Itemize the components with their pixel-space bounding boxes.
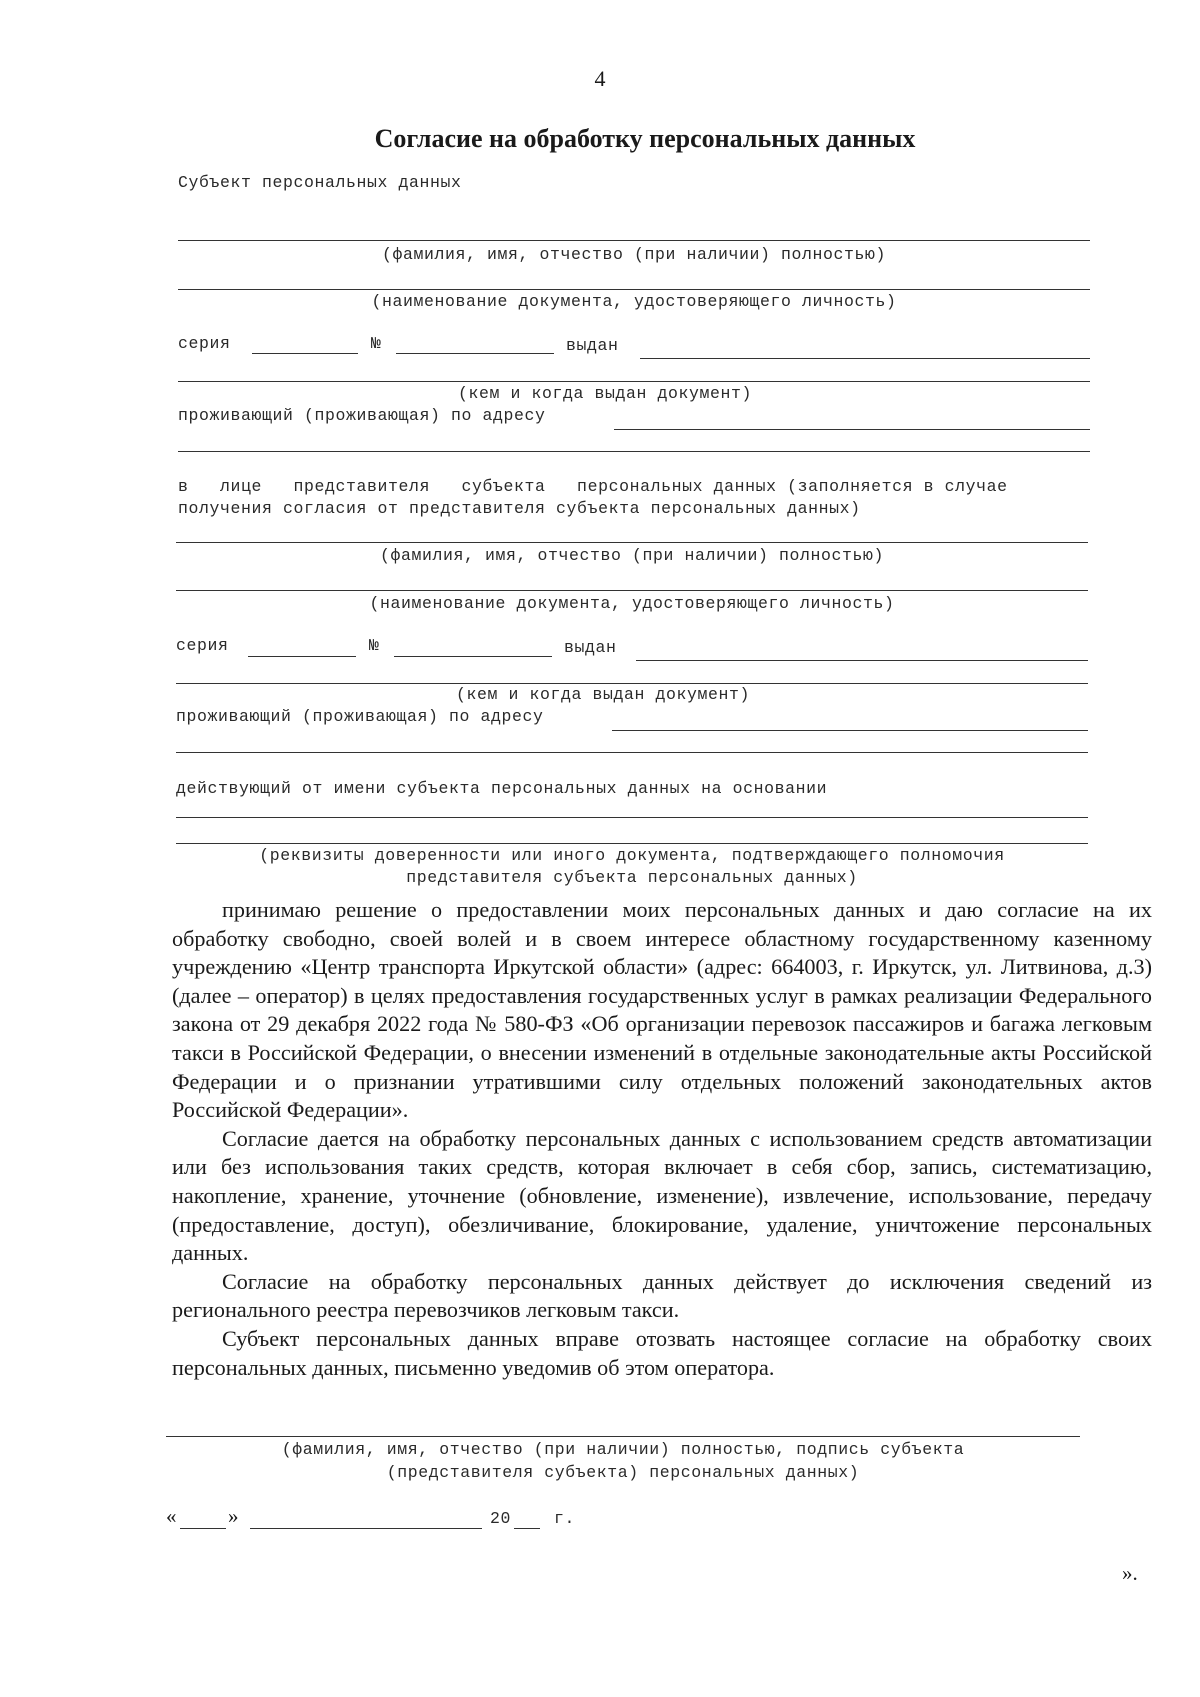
representative-document-field[interactable]	[176, 590, 1088, 591]
signature-caption-line1: (фамилия, имя, отчество (при наличии) полностью, подпись субъекта	[281, 1440, 965, 1459]
paragraph-decision: принимаю решение о предоставлении моих персональных данных и даю согласие на их обработку свободно, своей волей и в своем интересе областному государственному казенному учреждению «Центр транспорта Иркутской области» (адрес: 664003, г. Иркутск, ул. Литвинова, д.3) (далее – оператор) в целях предоставления государственных услуг в рамках реализации Федерального закона от 29 декабря 2022 года № 580-ФЗ «Об организации перевозок пассажиров и багажа легковым такси в Российской Федерации, о внесении изменений в отдельные законодательные акты Российской Федерации и о признании утратившими силу отдельных положений законодательных актов Российской Федерации».	[172, 897, 1152, 1123]
subject-address-field[interactable]	[614, 429, 1090, 430]
representative-number-label: №	[369, 636, 380, 655]
subject-series-field[interactable]	[252, 353, 358, 354]
date-day-field[interactable]	[180, 1528, 226, 1529]
acting-basis-label: действующий от имени субъекта персональных данных на основании	[176, 779, 828, 798]
representative-series-label: серия	[176, 636, 229, 655]
date-year-field[interactable]	[514, 1528, 540, 1529]
basis-field[interactable]	[176, 817, 1088, 818]
subject-fio-field[interactable]	[178, 240, 1090, 241]
basis-caption-line1: (реквизиты доверенности или иного документа, подтверждающего полномочия	[259, 846, 1005, 865]
basis-caption-line2: представителя субъекта персональных данных)	[406, 868, 858, 887]
basis-field-line2[interactable]	[176, 843, 1088, 844]
page-number: 4	[594, 66, 606, 91]
subject-address-field-line2[interactable]	[178, 451, 1090, 452]
representative-fio-caption: (фамилия, имя, отчество (при наличии) полностью)	[379, 546, 885, 565]
subject-document-caption: (наименование документа, удостоверяющего личность)	[371, 292, 897, 311]
representative-issued-field-line2[interactable]	[176, 683, 1088, 684]
subject-issued-field-line2[interactable]	[178, 381, 1090, 382]
subject-number-label: №	[371, 334, 382, 353]
representative-issued-field[interactable]	[636, 660, 1088, 661]
paragraph-processing: Согласие дается на обработку персональных данных с использованием средств автоматизации или без использования таких средств, которая включает в себя сбор, запись, систематизацию, накопление, хранение, уточнение (обновление, изменение), извлечение, использование, передачу (предоставление, доступ), обезличивание, блокирование, удаление, уничтожение персональных данных.	[172, 1125, 1152, 1266]
paragraph-revocation: Субъект персональных данных вправе отозвать настоящее согласие на обработку своих персональных данных, письменно уведомив об этом оператора.	[172, 1325, 1152, 1380]
subject-issued-label: выдан	[566, 336, 619, 355]
representative-document-caption: (наименование документа, удостоверяющего личность)	[369, 594, 895, 613]
date-year-suffix: г.	[554, 1509, 576, 1528]
subject-address-label: проживающий (проживающая) по адресу	[178, 406, 546, 425]
subject-document-field[interactable]	[178, 289, 1090, 290]
paragraph-validity: Согласие на обработку персональных данных действует до исключения сведений из регионального реестра перевозчиков легковым такси.	[172, 1268, 1152, 1323]
signature-caption-line2: (представителя субъекта) персональных данных)	[386, 1463, 860, 1482]
representative-intro-line1: в лице представителя субъекта персональных данных (заполняется в случае	[178, 477, 1008, 496]
date-open-quote: «	[166, 1504, 177, 1528]
subject-issued-caption: (кем и когда выдан документ)	[458, 384, 753, 403]
date-year-prefix: 20	[490, 1509, 512, 1528]
subject-number-field[interactable]	[396, 353, 554, 354]
representative-address-field-line2[interactable]	[176, 752, 1088, 753]
subject-fio-caption: (фамилия, имя, отчество (при наличии) полностью)	[381, 245, 887, 264]
representative-issued-caption: (кем и когда выдан документ)	[456, 685, 751, 704]
date-close-quote: »	[228, 1504, 239, 1528]
subject-issued-field[interactable]	[640, 358, 1090, 359]
representative-address-field[interactable]	[612, 730, 1088, 731]
subject-header: Субъект персональных данных	[178, 173, 462, 192]
date-month-field[interactable]	[250, 1528, 482, 1529]
representative-number-field[interactable]	[394, 656, 552, 657]
representative-address-label: проживающий (проживающая) по адресу	[176, 707, 544, 726]
representative-series-field[interactable]	[248, 656, 356, 657]
page-title: Согласие на обработку персональных данных	[374, 124, 916, 153]
closing-mark: ».	[1122, 1561, 1138, 1585]
representative-issued-label: выдан	[564, 638, 617, 657]
signature-field[interactable]	[166, 1436, 1080, 1437]
representative-fio-field[interactable]	[176, 542, 1088, 543]
subject-series-label: серия	[178, 334, 231, 353]
consent-text	[172, 896, 1152, 1382]
representative-intro-line2: получения согласия от представителя субъекта персональных данных)	[178, 499, 861, 518]
